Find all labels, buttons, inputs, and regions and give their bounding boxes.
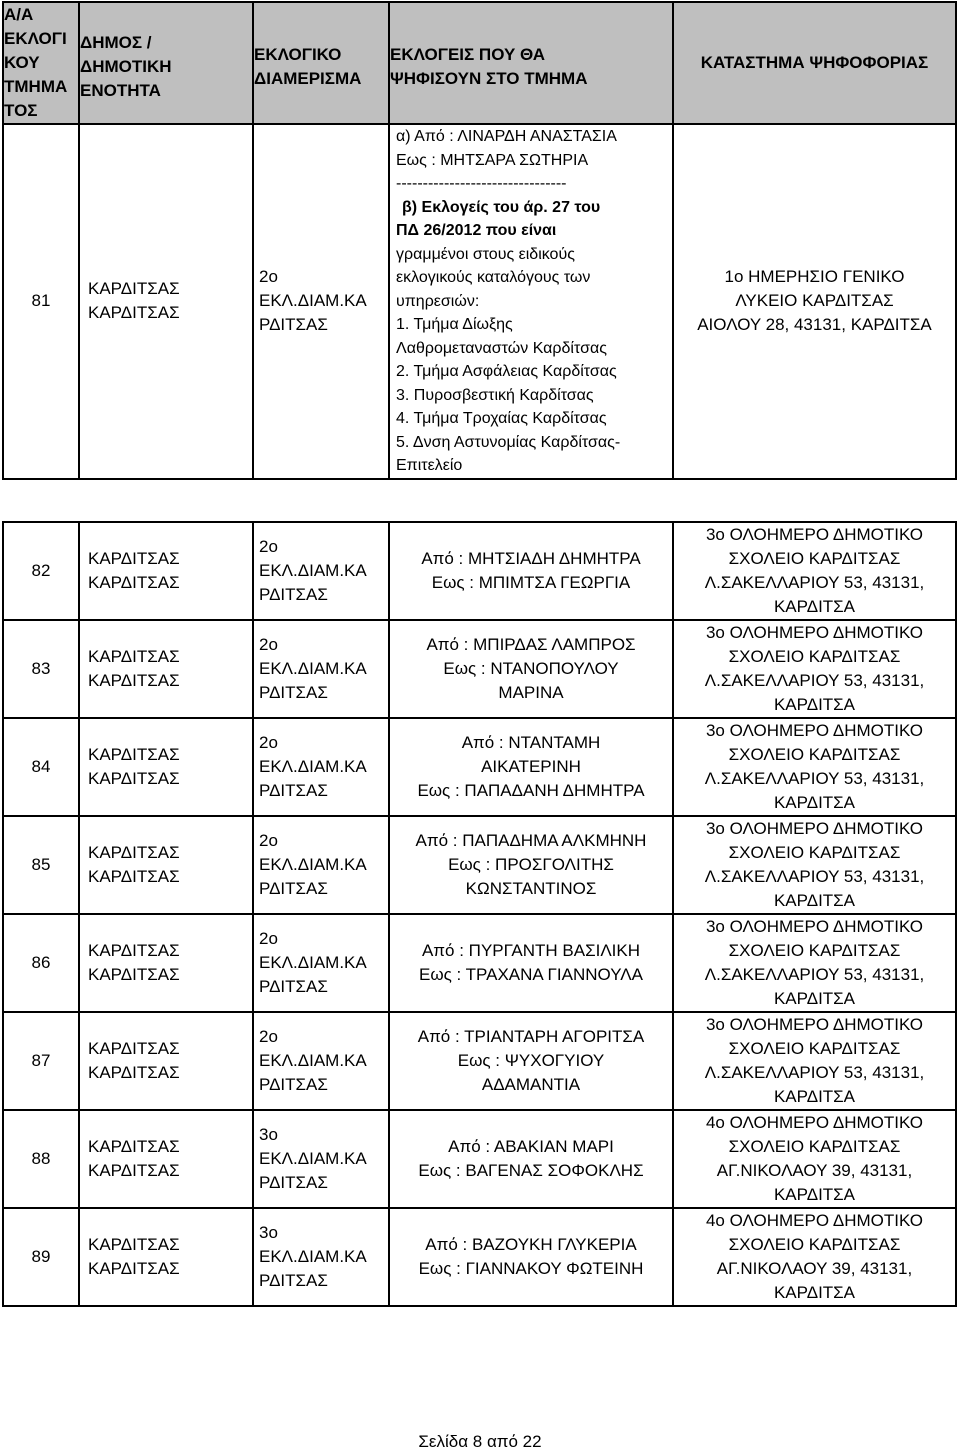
electoral-district: 2ο ΕΚΛ.ΔΙΑΜ.ΚΑ ΡΔΙΤΣΑΣ	[253, 620, 389, 718]
table-row	[3, 1110, 956, 1208]
section-number: 84	[3, 718, 79, 816]
section-number: 86	[3, 914, 79, 1012]
electoral-district: 2ο ΕΚΛ.ΔΙΑΜ.ΚΑ ΡΔΙΤΣΑΣ	[253, 718, 389, 816]
voters-range: Από : ΜΗΤΣΙΑΔΗ ΔΗΜΗΤΡΑ Εως : ΜΠΙΜΤΣΑ ΓΕΩΡΓΙΑ	[389, 522, 673, 620]
section-number: 88	[3, 1110, 79, 1208]
page-number: Σελίδα 8 από 22	[418, 1432, 542, 1451]
municipality: ΚΑΡΔΙΤΣΑΣ ΚΑΡΔΙΤΣΑΣ	[79, 1110, 253, 1208]
voters-range: α) Από : ΛΙΝΑΡΔΗ ΑΝΑΣΤΑΣΙΑ Εως : ΜΗΤΣΑΡΑ ΣΩΤΗΡΙΑ -------------------------------- β) Εκλογείς του άρ. 27 του ΠΔ 26/2012 που είναι γραμμένοι στους ειδικούς εκλογικούς καταλόγους των υπηρεσιών: 1. Τμήμα Δίωξης Λαθρομεταναστών Καρδίτσας 2. Τμήμα Ασφάλειας Καρδίτσας 3. Πυροσβεστική Καρδίτσας 4. Τμήμα Τροχαίας Καρδίτσας 5. Δνση Αστυνομίας Καρδίτσας- Επιτελείο	[389, 124, 673, 479]
table-row	[3, 718, 956, 816]
polling-station: 3ο ΟΛΟΗΜΕΡΟ ΔΗΜΟΤΙΚΟ ΣΧΟΛΕΙΟ ΚΑΡΔΙΤΣΑΣ Λ.ΣΑΚΕΛΛΑΡΙΟΥ 53, 43131, ΚΑΡΔΙΤΣΑ	[673, 620, 956, 718]
polling-station: 1ο ΗΜΕΡΗΣΙΟ ΓΕΝΙΚΟ ΛΥΚΕΙΟ ΚΑΡΔΙΤΣΑΣ ΑΙΟΛΟΥ 28, 43131, ΚΑΡΔΙΤΣΑ	[673, 124, 956, 479]
polling-station: 3ο ΟΛΟΗΜΕΡΟ ΔΗΜΟΤΙΚΟ ΣΧΟΛΕΙΟ ΚΑΡΔΙΤΣΑΣ Λ.ΣΑΚΕΛΛΑΡΙΟΥ 53, 43131, ΚΑΡΔΙΤΣΑ	[673, 522, 956, 620]
header-section-number: Α/Α ΕΚΛΟΓΙ ΚΟΥ ΤΜΗΜΑ ΤΟΣ	[3, 2, 79, 124]
header-electoral-district: ΕΚΛΟΓΙΚΟ ΔΙΑΜΕΡΙΣΜΑ	[253, 2, 389, 124]
section-number: 87	[3, 1012, 79, 1110]
section-number: 89	[3, 1208, 79, 1306]
polling-station: 3ο ΟΛΟΗΜΕΡΟ ΔΗΜΟΤΙΚΟ ΣΧΟΛΕΙΟ ΚΑΡΔΙΤΣΑΣ Λ.ΣΑΚΕΛΛΑΡΙΟΥ 53, 43131, ΚΑΡΔΙΤΣΑ	[673, 914, 956, 1012]
table-row	[3, 522, 956, 620]
municipality: ΚΑΡΔΙΤΣΑΣ ΚΑΡΔΙΤΣΑΣ	[79, 620, 253, 718]
municipality: ΚΑΡΔΙΤΣΑΣ ΚΑΡΔΙΤΣΑΣ	[79, 718, 253, 816]
voters-range: Από : ΜΠΙΡΔΑΣ ΛΑΜΠΡΟΣ Εως : ΝΤΑΝΟΠΟΥΛΟΥ ΜΑΡΙΝΑ	[389, 620, 673, 718]
table-row	[3, 124, 956, 479]
electoral-district: 2ο ΕΚΛ.ΔΙΑΜ.ΚΑ ΡΔΙΤΣΑΣ	[253, 1012, 389, 1110]
table-row	[3, 1208, 956, 1306]
polling-station: 4ο ΟΛΟΗΜΕΡΟ ΔΗΜΟΤΙΚΟ ΣΧΟΛΕΙΟ ΚΑΡΔΙΤΣΑΣ ΑΓ.ΝΙΚΟΛΑΟΥ 39, 43131, ΚΑΡΔΙΤΣΑ	[673, 1110, 956, 1208]
table-row	[3, 816, 956, 914]
voters-range: Από : ΤΡΙΑΝΤΑΡΗ ΑΓΟΡΙΤΣΑ Εως : ΨΥΧΟΓΥΙΟΥ ΑΔΑΜΑΝΤΙΑ	[389, 1012, 673, 1110]
municipality: ΚΑΡΔΙΤΣΑΣ ΚΑΡΔΙΤΣΑΣ	[79, 1012, 253, 1110]
polling-station: 3ο ΟΛΟΗΜΕΡΟ ΔΗΜΟΤΙΚΟ ΣΧΟΛΕΙΟ ΚΑΡΔΙΤΣΑΣ Λ.ΣΑΚΕΛΛΑΡΙΟΥ 53, 43131, ΚΑΡΔΙΤΣΑ	[673, 1012, 956, 1110]
electoral-district: 2ο ΕΚΛ.ΔΙΑΜ.ΚΑ ΡΔΙΤΣΑΣ	[253, 816, 389, 914]
municipality: ΚΑΡΔΙΤΣΑΣ ΚΑΡΔΙΤΣΑΣ	[79, 816, 253, 914]
polling-station: 4ο ΟΛΟΗΜΕΡΟ ΔΗΜΟΤΙΚΟ ΣΧΟΛΕΙΟ ΚΑΡΔΙΤΣΑΣ ΑΓ.ΝΙΚΟΛΑΟΥ 39, 43131, ΚΑΡΔΙΤΣΑ	[673, 1208, 956, 1306]
voters-range: Από : ΒΑΖΟΥΚΗ ΓΛΥΚΕΡΙΑ Εως : ΓΙΑΝΝΑΚΟΥ ΦΩΤΕΙΝΗ	[389, 1208, 673, 1306]
table-row	[3, 1012, 956, 1110]
table-row	[3, 914, 956, 1012]
municipality: ΚΑΡΔΙΤΣΑΣ ΚΑΡΔΙΤΣΑΣ	[79, 1208, 253, 1306]
section-number: 81	[3, 124, 79, 479]
header-voters: ΕΚΛΟΓΕΙΣ ΠΟΥ ΘΑ ΨΗΦΙΣΟΥΝ ΣΤΟ ΤΜΗΜΑ	[389, 2, 673, 124]
voters-range: Από : ΠΑΠΑΔΗΜΑ ΑΛΚΜΗΝΗ Εως : ΠΡΟΣΓΟΛΙΤΗΣ ΚΩΝΣΤΑΝΤΙΝΟΣ	[389, 816, 673, 914]
section-number: 82	[3, 522, 79, 620]
polling-stations-table	[2, 1, 957, 1307]
municipality: ΚΑΡΔΙΤΣΑΣ ΚΑΡΔΙΤΣΑΣ	[79, 914, 253, 1012]
electoral-district: 2ο ΕΚΛ.ΔΙΑΜ.ΚΑ ΡΔΙΤΣΑΣ	[253, 914, 389, 1012]
table-header-row	[3, 2, 956, 124]
section-number: 85	[3, 816, 79, 914]
voters-range: Από : ΠΥΡΓΑΝΤΗ ΒΑΣΙΛΙΚΗ Εως : ΤΡΑΧΑΝΑ ΓΙΑΝΝΟΥΛΑ	[389, 914, 673, 1012]
municipality: ΚΑΡΔΙΤΣΑΣ ΚΑΡΔΙΤΣΑΣ	[79, 522, 253, 620]
polling-station: 3ο ΟΛΟΗΜΕΡΟ ΔΗΜΟΤΙΚΟ ΣΧΟΛΕΙΟ ΚΑΡΔΙΤΣΑΣ Λ.ΣΑΚΕΛΛΑΡΙΟΥ 53, 43131, ΚΑΡΔΙΤΣΑ	[673, 816, 956, 914]
electoral-district: 2ο ΕΚΛ.ΔΙΑΜ.ΚΑ ΡΔΙΤΣΑΣ	[253, 124, 389, 479]
section-number: 83	[3, 620, 79, 718]
voters-range: Από : ΑΒΑΚΙΑΝ ΜΑΡΙ Εως : ΒΑΓΕΝΑΣ ΣΟΦΟΚΛΗΣ	[389, 1110, 673, 1208]
spacer-row	[3, 479, 956, 522]
polling-station: 3ο ΟΛΟΗΜΕΡΟ ΔΗΜΟΤΙΚΟ ΣΧΟΛΕΙΟ ΚΑΡΔΙΤΣΑΣ Λ.ΣΑΚΕΛΛΑΡΙΟΥ 53, 43131, ΚΑΡΔΙΤΣΑ	[673, 718, 956, 816]
electoral-district: 3ο ΕΚΛ.ΔΙΑΜ.ΚΑ ΡΔΙΤΣΑΣ	[253, 1208, 389, 1306]
header-municipality: ΔΗΜΟΣ / ΔΗΜΟΤΙΚΗ ΕΝΟΤΗΤΑ	[79, 2, 253, 124]
municipality: ΚΑΡΔΙΤΣΑΣ ΚΑΡΔΙΤΣΑΣ	[79, 124, 253, 479]
voters-range: Από : ΝΤΑΝΤΑΜΗ ΑΙΚΑΤΕΡΙΝΗ Εως : ΠΑΠΑΔΑΝΗ ΔΗΜΗΤΡΑ	[389, 718, 673, 816]
electoral-district: 3ο ΕΚΛ.ΔΙΑΜ.ΚΑ ΡΔΙΤΣΑΣ	[253, 1110, 389, 1208]
table-row	[3, 620, 956, 718]
header-polling-station: ΚΑΤΑΣΤΗΜΑ ΨΗΦΟΦΟΡΙΑΣ	[673, 2, 956, 124]
electoral-district: 2ο ΕΚΛ.ΔΙΑΜ.ΚΑ ΡΔΙΤΣΑΣ	[253, 522, 389, 620]
